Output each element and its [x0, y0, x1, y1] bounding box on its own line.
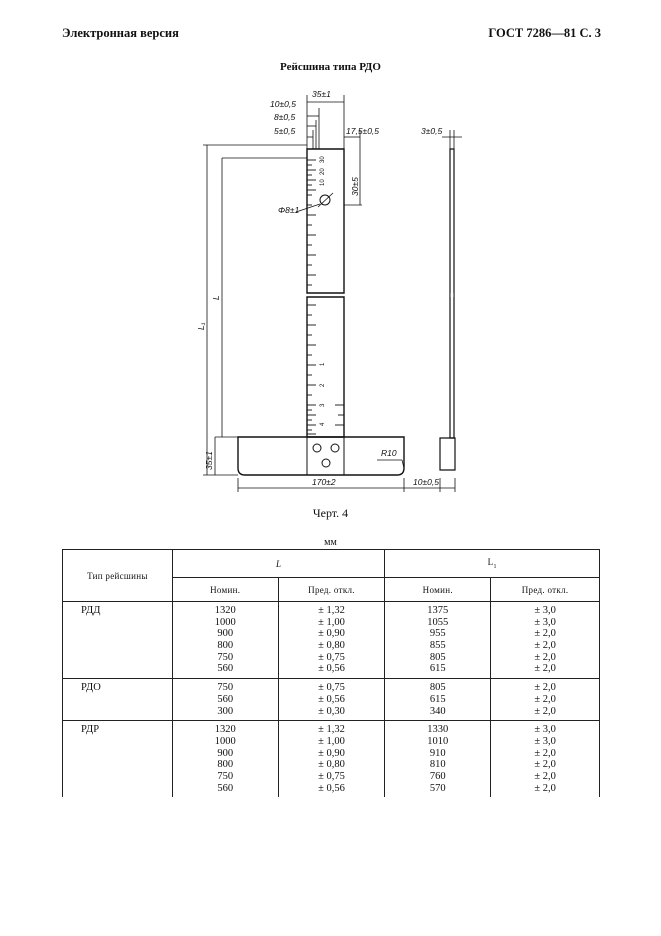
- value: 855: [429, 640, 446, 652]
- value: ± 0,75: [318, 682, 345, 694]
- value: 750: [217, 770, 234, 782]
- value: ± 2,0: [534, 782, 556, 794]
- value: ± 1,00: [318, 616, 345, 628]
- dim-3: 3±0,5: [421, 126, 443, 136]
- scale-2: 2: [320, 383, 326, 387]
- value: 340: [429, 705, 446, 717]
- dim-10: 10±0,5: [270, 99, 296, 109]
- figure-caption: Черт. 4: [312, 506, 349, 520]
- value: ± 3,0: [534, 616, 556, 628]
- scale-10: 10: [320, 179, 326, 186]
- dim-phi8: Φ8±1: [278, 205, 300, 215]
- value: 570: [429, 782, 446, 794]
- value: ± 0,56: [318, 693, 345, 705]
- header-standard: ГОСТ 7286—81 С. 3: [488, 26, 601, 40]
- l1-nom-cell: [385, 721, 491, 798]
- l-nom-cell: [172, 602, 278, 679]
- value: 615: [429, 693, 446, 705]
- screw-2: [331, 444, 339, 452]
- col-type-header: Тип рейсшины: [63, 550, 173, 602]
- dim-L1: L₁: [196, 322, 206, 330]
- scale-4: 4: [320, 422, 326, 426]
- value: ± 0,75: [318, 770, 345, 782]
- scale-1: 1: [320, 362, 326, 366]
- value: 1330: [427, 724, 449, 736]
- scale-20: 20: [320, 168, 326, 175]
- l-nom-cell: [172, 721, 278, 798]
- l-dev-cell: [278, 602, 385, 679]
- value: 805: [429, 651, 446, 663]
- sub-dev-L1: Пред. откл.: [491, 578, 600, 602]
- dim-170: 170±2: [312, 477, 336, 487]
- screw-3: [322, 459, 330, 467]
- l-nom-cell: [172, 679, 278, 721]
- figure-title: Рейсшина типа РДО: [280, 61, 381, 73]
- value: ± 1,32: [318, 605, 345, 616]
- dim-17-5: 17,5±0,5: [346, 126, 380, 136]
- value: ± 0,90: [318, 747, 345, 759]
- value: 760: [429, 770, 446, 782]
- value: ± 0,56: [318, 663, 345, 675]
- value: ± 0,80: [318, 640, 345, 652]
- head-body: [238, 437, 404, 475]
- value: 810: [429, 759, 446, 771]
- value: ± 0,90: [318, 628, 345, 640]
- dimensions-table: [62, 549, 600, 797]
- value: ± 3,0: [534, 735, 556, 747]
- value: 910: [429, 747, 446, 759]
- dim-L: L: [211, 295, 221, 300]
- value: ± 0,80: [318, 759, 345, 771]
- value: ± 2,0: [534, 705, 556, 717]
- type-cell: РДО: [63, 679, 173, 721]
- dim-10b: 10±0,5: [413, 477, 439, 487]
- value: 1000: [214, 616, 236, 628]
- value: 900: [217, 747, 234, 759]
- l1-dev-cell: [491, 721, 600, 798]
- sub-nom-L1: Номин.: [385, 578, 491, 602]
- value: ± 2,0: [534, 663, 556, 675]
- value: 900: [217, 628, 234, 640]
- value: ± 2,0: [534, 759, 556, 771]
- type-cell: РДР: [63, 721, 173, 798]
- value: 1055: [427, 616, 449, 628]
- value: ± 3,0: [534, 605, 556, 616]
- value: ± 2,0: [534, 770, 556, 782]
- table-row: [63, 679, 600, 721]
- dim-35b: 35±1: [204, 451, 214, 470]
- l1-dev-cell: [491, 602, 600, 679]
- value: ± 0,75: [318, 651, 345, 663]
- value: 1375: [427, 605, 449, 616]
- scale-3: 3: [320, 403, 326, 407]
- value: 560: [217, 782, 234, 794]
- value: 800: [217, 759, 234, 771]
- scale-30: 30: [320, 156, 326, 163]
- l1-dev-cell: [491, 679, 600, 721]
- value: ± 2,0: [534, 651, 556, 663]
- value: ± 1,32: [318, 724, 345, 736]
- value: 560: [217, 693, 234, 705]
- value: ± 2,0: [534, 640, 556, 652]
- l-dev-cell: [278, 721, 385, 798]
- value: 560: [217, 663, 234, 675]
- value: 615: [429, 663, 446, 675]
- value: 955: [429, 628, 446, 640]
- dim-8: 8±0,5: [274, 112, 296, 122]
- value: 1010: [427, 735, 449, 747]
- value: 1320: [214, 605, 236, 616]
- table-units: мм: [324, 537, 337, 548]
- value: ± 2,0: [534, 628, 556, 640]
- type-cell: РДД: [63, 602, 173, 679]
- sub-nom-L: Номин.: [172, 578, 278, 602]
- value: ± 0,30: [318, 705, 345, 717]
- sub-dev-L: Пред. откл.: [278, 578, 385, 602]
- dim-30: 30±5: [350, 177, 360, 196]
- value: 1000: [214, 735, 236, 747]
- l1-nom-cell: [385, 602, 491, 679]
- value: 750: [217, 651, 234, 663]
- value: 800: [217, 640, 234, 652]
- dim-R10: R10: [381, 448, 397, 458]
- value: 1320: [214, 724, 236, 736]
- dim-5: 5±0,5: [274, 126, 296, 136]
- l-dev-cell: [278, 679, 385, 721]
- value: 805: [429, 682, 446, 694]
- value: 750: [217, 682, 234, 694]
- value: ± 2,0: [534, 747, 556, 759]
- col-L-header: L: [172, 550, 385, 578]
- table-row: [63, 721, 600, 798]
- value: ± 2,0: [534, 693, 556, 705]
- table-row: [63, 602, 600, 679]
- col-L1-header: $L_1$: [385, 550, 600, 578]
- value: ± 3,0: [534, 724, 556, 736]
- blade-lower: [307, 297, 344, 437]
- value: ± 1,00: [318, 735, 345, 747]
- value: ± 0,56: [318, 782, 345, 794]
- dim-35: 35±1: [312, 89, 331, 99]
- value: 300: [217, 705, 234, 717]
- header-edition: Электронная версия: [62, 26, 179, 40]
- l1-nom-cell: [385, 679, 491, 721]
- value: ± 2,0: [534, 682, 556, 694]
- screw-1: [313, 444, 321, 452]
